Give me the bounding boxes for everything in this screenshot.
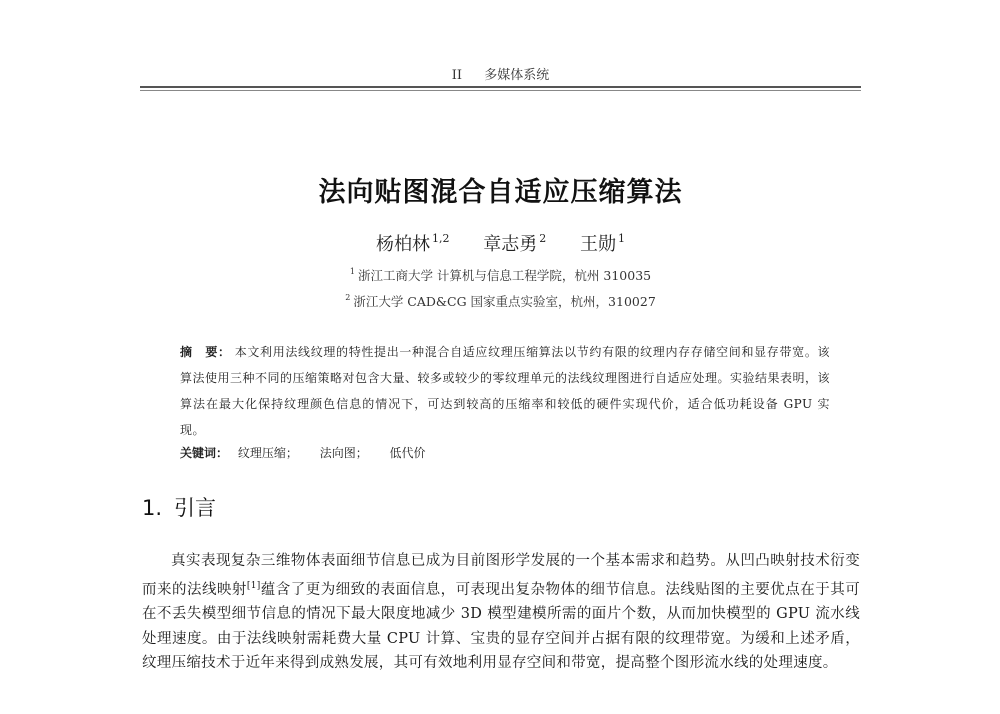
section-heading xyxy=(142,492,216,522)
author xyxy=(483,234,546,255)
keyword: 纹理压缩； xyxy=(237,446,298,460)
body-text-part: 蕴含了更为细致的表面信息，可表现出复杂物体的细节信息。法线贴图的主要优点在于其可在不丢失模型细节信息的情况下最大限度地减少 3D 模型建模所需的面片个数，从而加快模型的 GPU 流水线处理速度。由于法线映射需耗费大量 CPU 计算、宝贵的显存空间并占据有限的纹理带宽。为缓和上述矛盾，纹理压缩技术于近年来得到成熟发展，其可有效地利用显存空间和带宽，提高整个图形流水线的处理速度。 xyxy=(142,581,860,671)
header-rule-thick xyxy=(140,86,861,88)
body-text-part: 真实表现复杂三维物体表面细节信息已成为目前图形学发展的一个基本需求和趋势。从凹凸映射技术衍变而来的法线映射 xyxy=(142,553,860,598)
section-number: 1. xyxy=(142,496,163,520)
affiliation-text: 浙江工商大学 计算机与信息工程学院，杭州 310035 xyxy=(357,268,652,283)
abstract xyxy=(180,339,830,443)
header-rule-thin xyxy=(140,90,861,91)
abstract-text: 本文利用法线纹理的特性提出一种混合自适应纹理压缩算法以节约有限的纹理内存存储空间和显存带宽。该算法使用三种不同的压缩策略对包含大量、较多或较少的零纹理单元的法线纹理图进行自适应处理。实验结果表明，该算法在最大化保持纹理颜色信息的情况下，可达到较高的压缩率和较低的硬件实现代价，适合低功耗设备 GPU 实现。 xyxy=(180,345,831,437)
author-name: 杨柏林 xyxy=(376,234,431,255)
affiliation xyxy=(140,292,861,310)
paper-title: 法向贴图混合自适应压缩算法 xyxy=(318,177,683,208)
author-affil-mark: 1 xyxy=(617,232,625,245)
keyword: 低代价 xyxy=(389,446,426,460)
author-name: 章志勇 xyxy=(483,234,538,255)
author-affil-mark: 1,2 xyxy=(432,232,450,245)
citation-ref[interactable]: [1] xyxy=(246,580,261,591)
affiliation-mark: 2 xyxy=(345,293,351,302)
keywords-label: 关键词： xyxy=(180,446,229,460)
keyword: 法向图； xyxy=(319,446,368,460)
running-header xyxy=(140,64,861,83)
running-header-title: 多媒体系统 xyxy=(484,68,550,83)
running-header-section: II xyxy=(451,68,463,83)
author-list xyxy=(140,230,861,256)
author-affil-mark: 2 xyxy=(539,232,547,245)
keywords xyxy=(180,444,830,461)
author xyxy=(580,234,625,255)
body-paragraph xyxy=(142,549,860,676)
author-name: 王勋 xyxy=(579,234,616,255)
author xyxy=(376,234,450,255)
affiliation-text: 浙江大学 CAD&CG 国家重点实验室，杭州，310027 xyxy=(353,294,656,309)
abstract-label: 摘 要： xyxy=(180,345,231,359)
section-title: 引言 xyxy=(174,496,217,520)
affiliation-mark: 1 xyxy=(349,267,355,276)
affiliation xyxy=(140,266,861,284)
